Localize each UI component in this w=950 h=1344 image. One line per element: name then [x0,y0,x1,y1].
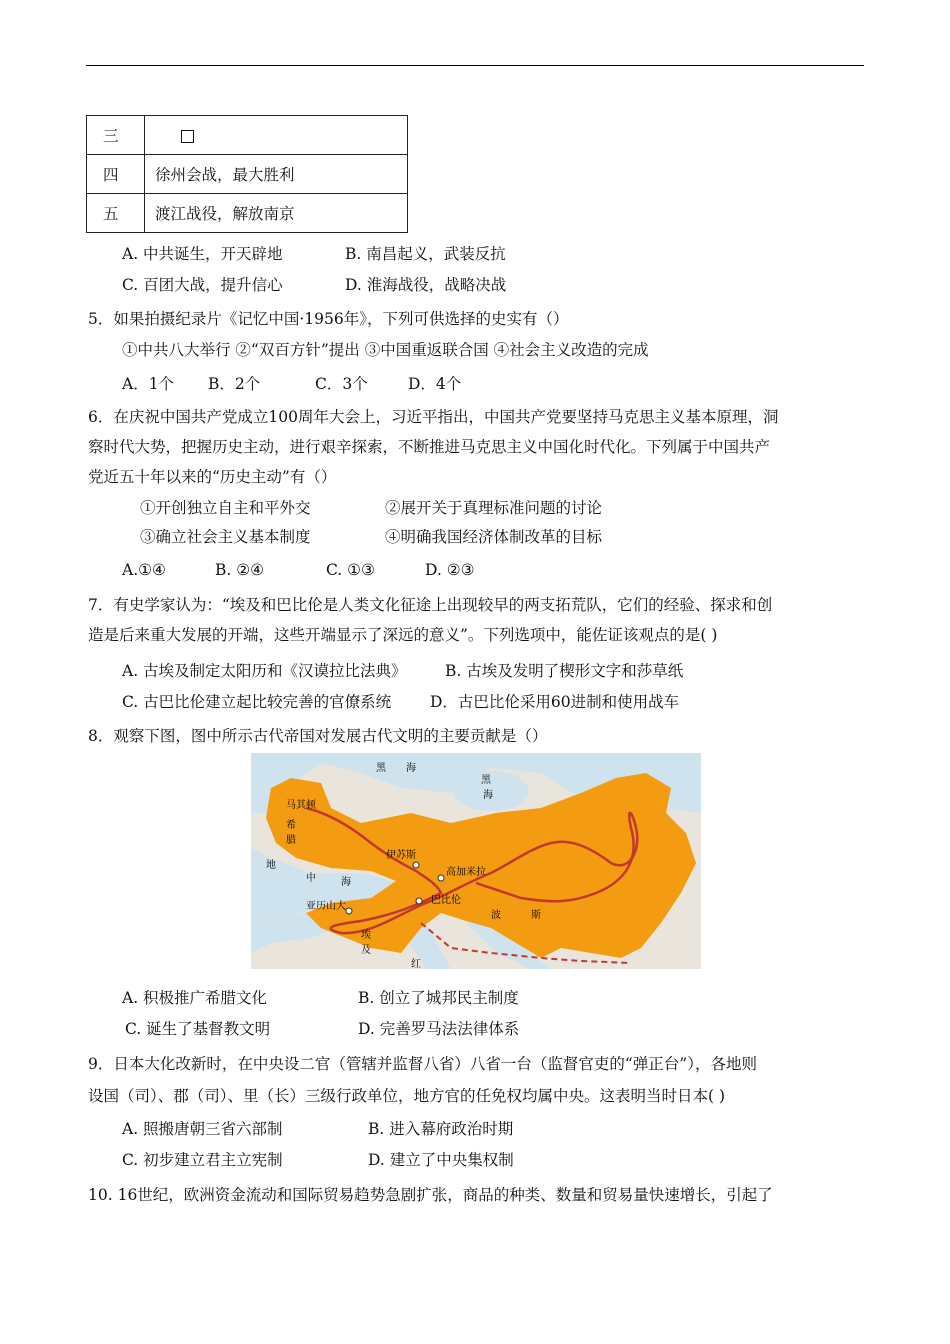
label-caspian-2: 海 [483,790,493,801]
q6-item-3: ③确立社会主义基本制度 [140,528,311,546]
q4-option-b: B. 南昌起义，武装反抗 [345,245,506,263]
q6-option-c: C. ①③ [326,561,375,579]
row-number: 三 [87,116,145,155]
q5-option-b: B．2个 [208,375,261,393]
q5-option-d: D．4个 [408,375,462,393]
q9-option-a: A. 照搬唐朝三省六部制 [122,1120,283,1138]
row-event: 渡江战役，解放南京 [145,194,408,233]
table-row [87,116,408,155]
label-macedonia: 马其顿 [286,800,316,811]
label-gaugamela: 高加米拉 [446,867,486,878]
gaugamela-marker [438,875,444,881]
label-babylon: 巴比伦 [431,895,461,906]
q8-option-c: C. 诞生了基督教文明 [125,1020,271,1038]
q6-option-d: D. ②③ [425,561,475,579]
alexandria-marker [346,908,352,914]
q9-option-c: C. 初步建立君主立宪制 [122,1151,283,1169]
q7-stem-line2: 造是后来重大发展的开端，这些开端显示了深远的意义”。下列选项中，能佐证该观点的是( ) [88,626,718,644]
q4-option-d: D. 淮海战役，战略决战 [345,276,507,294]
label-greece-1: 希 [286,820,296,831]
label-egypt-2: 及 [361,945,371,956]
q6-stem-line2: 察时代大势，把握历史主动，进行艰辛探索，不断推进马克思主义中国化时代化。下列属于中国共产 [88,438,771,456]
alexander-empire-map [251,753,701,969]
row-number: 五 [87,194,145,233]
row-event: 徐州会战，最大胜利 [145,155,408,194]
q7-option-a: A. 古埃及制定太阳历和《汉谟拉比法典》 [122,662,407,680]
q4-option-c: C. 百团大战，提升信心 [122,276,283,294]
q9-option-d: D. 建立了中央集权制 [368,1151,514,1169]
q6-stem-line3: 党近五十年以来的“历史主动”有（） [88,468,337,486]
q8-option-b: B. 创立了城邦民主制度 [358,989,519,1007]
q9-stem-line1: 9．日本大化改新时，在中央设二官（管辖并监督八省）八省一台（监督官吏的“弹正台”），各地则 [88,1055,757,1073]
q6-item-2: ②展开关于真理标准问题的讨论 [385,499,603,517]
q7-option-c: C. 古巴比伦建立起比较完善的官僚系统 [122,693,392,711]
q5-option-c: C．3个 [315,375,368,393]
label-black-sea-1: 黑 [376,763,386,774]
header-rule [86,65,864,66]
table-row [87,155,408,194]
q9-option-b: B. 进入幕府政治时期 [368,1120,514,1138]
q5-stem: 5．如果拍摄纪录片《记忆中国·1956年》，下列可供选择的史实有（） [88,310,569,328]
label-med-2: 中 [306,873,316,884]
label-egypt-1: 埃 [361,930,371,941]
label-alexandria: 亚历山大 [306,901,346,912]
q6-stem-line1: 6．在庆祝中国共产党成立100周年大会上，习近平指出，中国共产党要坚持马克思主义基本原理，洞 [88,408,779,426]
label-caspian-1: 黑 [481,775,491,786]
q5-items: ①中共八大举行 ②“双百方针”提出 ③中国重返联合国 ④社会主义改造的完成 [122,341,649,359]
label-med-1: 地 [266,860,276,871]
label-med-3: 海 [341,877,351,888]
q5-option-a: A．1个 [122,375,175,393]
q8-option-a: A. 积极推广希腊文化 [122,989,268,1007]
q6-option-a: A.①④ [122,561,166,579]
table-row [87,194,408,233]
q6-item-4: ④明确我国经济体制改革的目标 [385,528,603,546]
q9-stem-line2: 设国（司）、郡（司）、里（长）三级行政单位，地方官的任免权均属中央。这表明当时日本( ) [88,1087,726,1105]
q6-option-b: B. ②④ [215,561,265,579]
label-black-sea-2: 海 [406,763,416,774]
q6-item-1: ①开创独立自主和平外交 [140,499,311,517]
row-number: 四 [87,155,145,194]
issus-marker [413,862,419,868]
q7-stem-line1: 7．有史学家认为：“埃及和巴比伦是人类文化征途上出现较早的两支拓荒队，它们的经验、探求和创 [88,596,773,614]
q7-option-d: D．古巴比伦采用60进制和使用战车 [430,693,680,711]
q7-option-b: B. 古埃及发明了楔形文字和莎草纸 [445,662,684,680]
babylon-marker [416,898,422,904]
label-red-sea: 红 [411,959,421,969]
q8-option-d: D. 完善罗马法法律体系 [358,1020,520,1038]
label-persia-1: 波 [491,910,501,921]
row-event-blank [145,116,408,155]
blank-box-icon [181,130,194,143]
label-persia-2: 斯 [531,910,541,921]
q8-stem: 8．观察下图，图中所示古代帝国对发展古代文明的主要贡献是（） [88,727,548,745]
label-issus: 伊苏斯 [386,850,416,861]
q4-option-a: A. 中共诞生，开天辟地 [122,245,283,263]
q10-stem: 10. 16世纪，欧洲资金流动和国际贸易趋势急剧扩张，商品的种类、数量和贸易量快速增长，引起了 [88,1186,773,1204]
label-greece-2: 腊 [286,835,296,846]
history-table [86,115,408,233]
